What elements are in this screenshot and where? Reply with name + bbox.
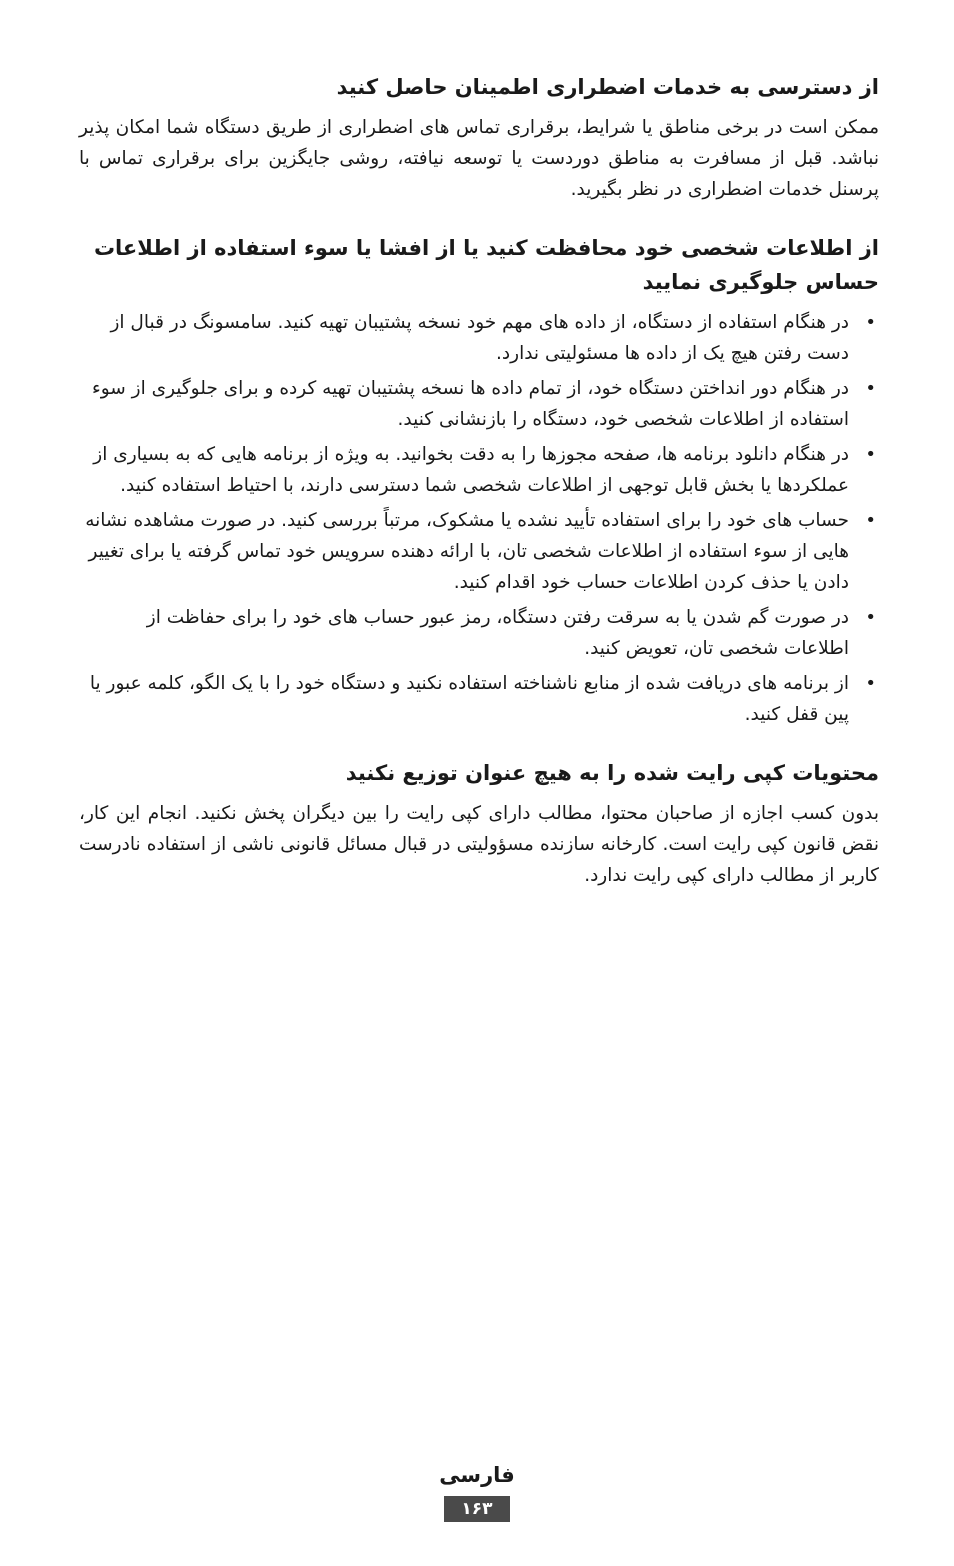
bullet-icon: •: [865, 673, 876, 694]
bullet-icon: •: [865, 378, 876, 399]
page-number-badge: ۱۶۳: [444, 1496, 510, 1522]
list-item: [79, 307, 879, 369]
footer-language: فارسی: [439, 1463, 515, 1487]
section-emergency-services: [79, 70, 879, 205]
bullet-icon: •: [865, 444, 876, 465]
section-personal-info: [79, 231, 879, 730]
section-heading: از دسترسی به خدمات اضطراری اطمینان حاصل کنید: [336, 75, 879, 99]
list-item-text: از برنامه های دریافت شده از منابع ناشناخته استفاده نکنید و دستگاه خود را با یک الگو، کلمه عبور یا پین قفل کنید.: [89, 673, 849, 725]
section-heading: از اطلاعات شخصی خود محافظت کنید یا از افشا یا سوء استفاده از اطلاعات حساس جلوگیری نمایید: [93, 236, 879, 294]
document-body: [79, 70, 879, 917]
section-paragraph: ممکن است در برخی مناطق یا شرایط، برقراری تماس های اضطراری از طریق دستگاه شما امکان پذیر نباشد. قبل از مسافرت به مناطق دوردست یا توسعه نیافته، روشی جایگزین برای برقراری تماس با پرسنل خدمات اضطراری در نظر بگیرید.: [79, 117, 879, 200]
page-footer: [0, 1460, 954, 1522]
section-heading: محتویات کپی رایت شده را به هیچ عنوان توزیع نکنید: [345, 761, 879, 785]
bullet-icon: •: [865, 510, 876, 531]
list-item-text: در هنگام دور انداختن دستگاه خود، از تمام داده ها نسخه پشتیبان تهیه کرده و برای جلوگیری از سوء استفاده از اطلاعات شخصی خود، دستگاه را بازنشانی کنید.: [92, 378, 849, 430]
list-item: [79, 373, 879, 435]
bullet-list: [79, 307, 879, 730]
bullet-icon: •: [865, 312, 876, 333]
list-item: [79, 505, 879, 598]
list-item: [79, 439, 879, 501]
list-item-text: در هنگام استفاده از دستگاه، از داده های مهم خود نسخه پشتیبان تهیه کنید. سامسونگ در قبال از دست رفتن هیچ یک از داده ها مسئولیتی ندارد.: [110, 312, 849, 364]
section-copyright: [79, 756, 879, 891]
list-item-text: در صورت گم شدن یا به سرقت رفتن دستگاه، رمز عبور حساب های خود را برای حفاظت از اطلاعات شخصی تان، تعویض کنید.: [146, 607, 849, 659]
list-item: [79, 668, 879, 730]
list-item-text: در هنگام دانلود برنامه ها، صفحه مجوزها را به دقت بخوانید. به ویژه از برنامه هایی که به بسیاری از عملکردها یا بخش قابل توجهی از اطلاعات شخصی شما دسترسی دارند، با احتیاط استفاده کنید.: [93, 444, 849, 496]
bullet-icon: •: [865, 607, 876, 628]
list-item: [79, 602, 879, 664]
section-paragraph: بدون کسب اجازه از صاحبان محتوا، مطالب دارای کپی رایت را بین دیگران پخش نکنید. انجام این کار، نقض قانون کپی رایت است. کارخانه سازنده مسؤولیتی در قبال مسائل قانونی ناشی از استفاده نادرست کاربر از مطالب دارای کپی رایت ندارد.: [79, 803, 879, 886]
list-item-text: حساب های خود را برای استفاده تأیید نشده یا مشکوک، مرتباً بررسی کنید. در صورت مشاهده نشانه هایی از سوء استفاده از اطلاعات شخصی تان، با ارائه دهنده سرویس خود تماس گرفته یا برای تغییر دادن یا حذف کردن اطلاعات حساب خود اقدام کنید.: [85, 510, 849, 593]
